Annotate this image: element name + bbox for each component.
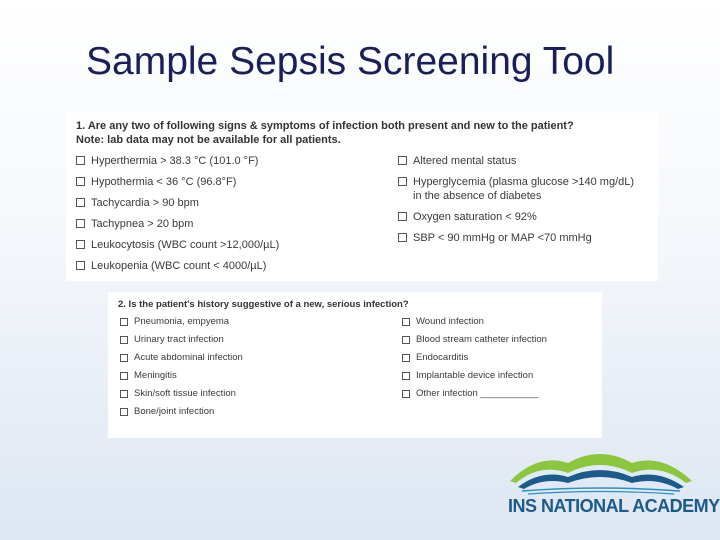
checkbox[interactable] (120, 354, 128, 362)
infection-item: Endocarditis (402, 352, 547, 364)
infection-item: Bone/joint infection (120, 406, 243, 418)
checkbox[interactable] (76, 261, 85, 270)
checkbox[interactable] (120, 408, 128, 416)
symptom-item: Hyperglycemia (plasma glucose >140 mg/dL) in the absence of diabetes (398, 175, 634, 203)
section-1-question (76, 119, 574, 147)
infection-item: Blood stream catheter infection (402, 334, 547, 346)
checkbox[interactable] (120, 336, 128, 344)
checkbox[interactable] (76, 219, 85, 228)
infection-item: Acute abdominal infection (120, 352, 243, 364)
symptom-item: Altered mental status (398, 154, 634, 168)
checkbox[interactable] (402, 354, 410, 362)
infection-item: Skin/soft tissue infection (120, 388, 243, 400)
screening-section-2 (108, 292, 602, 438)
symptom-item: SBP < 90 mmHg or MAP <70 mmHg (398, 231, 634, 245)
infection-item: Meningitis (120, 370, 243, 382)
symptom-item: Hyperthermia > 38.3 °C (101.0 °F) (76, 154, 279, 168)
infection-item: Other infection ___________ (402, 388, 547, 400)
section-1-right-column (398, 154, 634, 252)
section-1-left-column (76, 154, 279, 280)
symptom-item: Leukopenia (WBC count < 4000/µL) (76, 259, 279, 273)
symptom-item: Oxygen saturation < 92% (398, 210, 634, 224)
checkbox[interactable] (402, 318, 410, 326)
infection-item: Implantable device infection (402, 370, 547, 382)
screening-section-1 (66, 113, 658, 281)
section-1-question-line1: 1. Are any two of following signs & symptoms of infection both present and new to the patient? (76, 120, 574, 132)
infection-item: Urinary tract infection (120, 334, 243, 346)
checkbox[interactable] (76, 240, 85, 249)
checkbox[interactable] (76, 177, 85, 186)
symptom-item: Leukocytosis (WBC count >12,000/µL) (76, 238, 279, 252)
checkbox[interactable] (402, 390, 410, 398)
symptom-item: Tachypnea > 20 bpm (76, 217, 279, 231)
symptom-item: Tachycardia > 90 bpm (76, 196, 279, 210)
checkbox[interactable] (76, 156, 85, 165)
symptom-item: Hypothermia < 36 °C (96.8°F) (76, 175, 279, 189)
checkbox[interactable] (398, 177, 407, 186)
checkbox[interactable] (402, 336, 410, 344)
checkbox[interactable] (120, 390, 128, 398)
section-2-right-column (402, 316, 547, 406)
section-2-question: 2. Is the patient's history suggestive of a new, serious infection? (118, 299, 409, 310)
checkbox[interactable] (120, 372, 128, 380)
checkbox[interactable] (398, 212, 407, 221)
infection-item: Wound infection (402, 316, 547, 328)
checkbox[interactable] (398, 156, 407, 165)
slide-title: Sample Sepsis Screening Tool (86, 40, 615, 83)
checkbox[interactable] (402, 372, 410, 380)
checkbox[interactable] (398, 233, 407, 242)
logo-text: INS NATIONAL ACADEMY (508, 496, 720, 516)
section-1-note: Note: lab data may not be available for all patients. (76, 134, 341, 146)
infection-item: Pneumonia, empyema (120, 316, 243, 328)
checkbox[interactable] (76, 198, 85, 207)
checkbox[interactable] (120, 318, 128, 326)
section-2-left-column (120, 316, 243, 424)
